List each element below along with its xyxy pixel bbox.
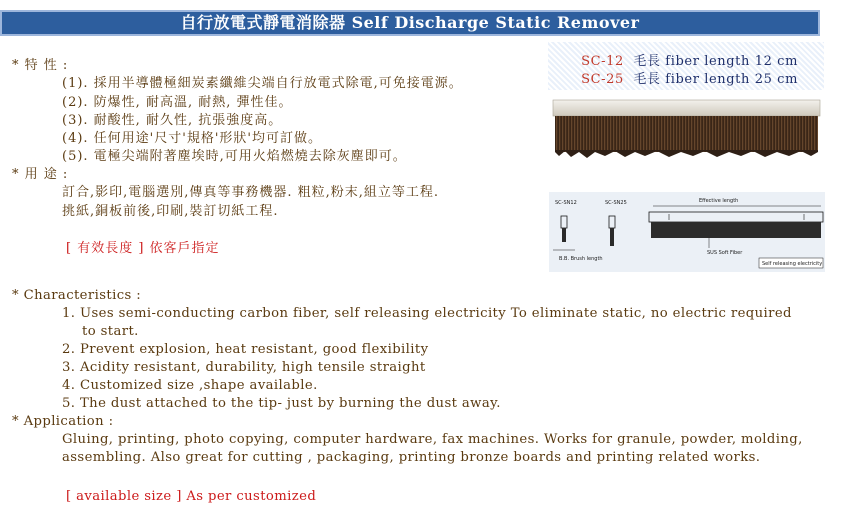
- characteristic-5: 5. The dust attached to the tip- just by burning the dust away.: [62, 396, 501, 411]
- drawing-label-fiber: SUS Soft Fiber: [707, 250, 743, 256]
- spec-box: [548, 42, 824, 90]
- spec-desc: 毛長 fiber length 25 cm: [633, 72, 798, 87]
- spec-row-sc12: [581, 50, 798, 69]
- drawing-label-model-a: SC-SN12: [555, 200, 577, 206]
- spec-code: SC-25: [581, 72, 624, 87]
- feature-zh-5: (5). 電極尖端附著塵埃時,可用火焰燃燒去除灰塵即可。: [62, 149, 407, 164]
- spec-code: SC-12: [581, 54, 624, 69]
- feature-zh-1: (1). 採用半導體極細炭素纖維尖端自行放電式除電,可免接電源。: [62, 76, 463, 91]
- drawing-label-model-b: SC-SN25: [605, 200, 627, 206]
- features-heading-zh: * 特 性 :: [12, 58, 69, 73]
- characteristic-1-cont: to start.: [82, 324, 139, 339]
- usage-zh-1: 訂合,影印,電腦選別,傳真等事務機器. 粗粒,粉末,組立等工程.: [62, 185, 440, 200]
- spec-row-sc25: [581, 68, 798, 87]
- drawing-label-bristle: B.B. Brush length: [559, 256, 603, 262]
- feature-zh-2: (2). 防爆性, 耐高溫, 耐熱, 彈性佳。: [62, 95, 293, 110]
- application-heading: * Application :: [12, 414, 114, 429]
- size-note: [ available size ] As per customized: [66, 489, 317, 504]
- characteristic-4: 4. Customized size ,shape available.: [62, 378, 318, 393]
- length-note-zh: [ 有效長度 ] 依客戶指定: [66, 241, 220, 256]
- feature-zh-4: (4). 任何用途'尺寸'規格'形狀'均可訂做。: [62, 131, 322, 146]
- application-line-1: Gluing, printing, photo copying, computer hardware, fax machines. Works for granule, powder, molding,: [62, 432, 803, 447]
- application-line-2: assembling. Also great for cutting , packaging, printing bronze boards and printing related works.: [62, 450, 761, 465]
- technical-drawing: [549, 192, 825, 272]
- product-photo: [549, 92, 824, 184]
- characteristic-2: 2. Prevent explosion, heat resistant, good flexibility: [62, 342, 429, 357]
- characteristic-3: 3. Acidity resistant, durability, high tensile straight: [62, 360, 426, 375]
- page-title: 自行放電式靜電消除器 Self Discharge Static Remover: [0, 10, 820, 36]
- drawing-label-effective: Effective length: [699, 198, 739, 204]
- usage-zh-2: 挑紙,銅板前後,印刷,裝訂切紙工程.: [62, 204, 279, 219]
- drawing-label-note: Self releasing electricity: [762, 261, 823, 267]
- usage-heading-zh: * 用 途 :: [12, 167, 69, 182]
- feature-zh-3: (3). 耐酸性, 耐久性, 抗張強度高。: [62, 113, 283, 128]
- spec-desc: 毛長 fiber length 12 cm: [633, 54, 798, 69]
- characteristics-heading: * Characteristics :: [12, 288, 142, 303]
- characteristic-1: 1. Uses semi-conducting carbon fiber, self releasing electricity To eliminate static, no electric required: [62, 306, 792, 321]
